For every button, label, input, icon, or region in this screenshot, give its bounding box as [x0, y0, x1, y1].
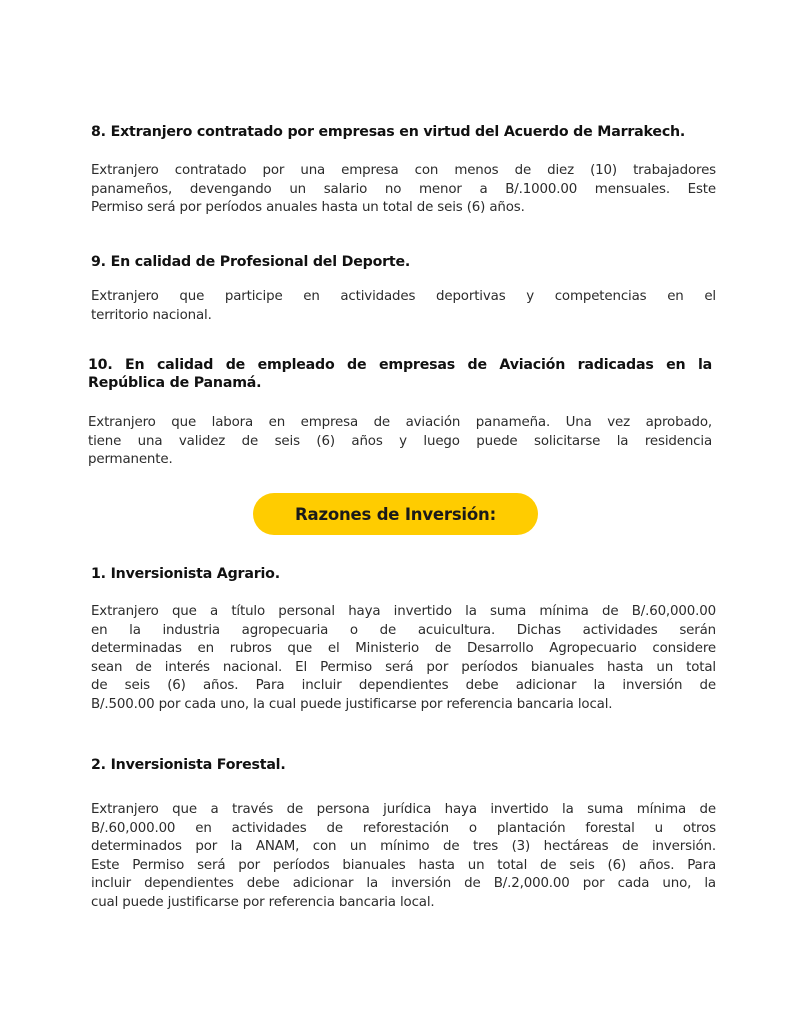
body-line: Permiso será por períodos anuales hasta un total de seis (6) años. — [91, 200, 525, 216]
body-line: permanente. — [88, 452, 173, 468]
body-line: de seis (6) años. Para incluir dependientes debe adicionar la inversión de — [91, 678, 716, 694]
body-line: B/.500.00 por cada uno, la cual puede justificarse por referencia bancaria local. — [91, 696, 613, 712]
section-10-body — [88, 414, 712, 470]
section-9 — [91, 253, 716, 271]
investment-1 — [91, 565, 716, 583]
body-line: en la industria agropecuaria o de acuicultura. Dichas actividades serán — [91, 622, 716, 638]
section-heading: 2. Inversionista Forestal. — [91, 757, 286, 773]
section-heading: 8. Extranjero contratado por empresas en virtud del Acuerdo de Marrakech. — [91, 124, 686, 140]
body-line: determinadas en rubros que el Ministerio de Desarrollo Agropecuario considere — [91, 641, 716, 657]
body-line: cual puede justificarse por referencia bancaria local. — [91, 894, 435, 910]
section-heading — [88, 356, 712, 392]
body-line: B/.60,000.00 en actividades de reforestación o plantación forestal u otros — [91, 820, 716, 836]
section-heading: 9. En calidad de Profesional del Deporte. — [91, 254, 411, 270]
body-line: tiene una validez de seis (6) años y luego puede solicitarse la residencia — [88, 433, 712, 449]
body-line: territorio nacional. — [91, 307, 212, 323]
investment-reasons-banner — [253, 493, 538, 535]
section-8-body — [91, 162, 716, 218]
investment-2-body — [91, 801, 716, 913]
section-heading: 1. Inversionista Agrario. — [91, 566, 280, 582]
body-line: Este Permiso será por períodos bianuales hasta un total de seis (6) años. Para — [91, 857, 716, 873]
investment-2 — [91, 756, 716, 774]
investment-1-body — [91, 603, 716, 715]
section-10 — [88, 356, 712, 392]
section-8 — [91, 123, 716, 141]
body-line: sean de interés nacional. El Permiso será por períodos bianuales hasta un total — [91, 659, 716, 675]
heading-line: 10. En calidad de empleado de empresas de Aviación radicadas en la — [88, 357, 712, 373]
body-line: incluir dependientes debe adicionar la inversión de B/.2,000.00 por cada uno, la — [91, 876, 716, 892]
body-line: Extranjero que a través de persona jurídica haya invertido la suma mínima de — [91, 802, 716, 817]
heading-line: República de Panamá. — [88, 375, 262, 391]
body-line: Extranjero que labora en empresa de aviación panameña. Una vez aprobado, — [88, 415, 712, 430]
body-line: Extranjero contratado por una empresa con menos de diez (10) trabajadores — [91, 163, 716, 178]
body-line: Extranjero que participe en actividades deportivas y competencias en el — [91, 289, 716, 304]
banner-label: Razones de Inversión: — [295, 504, 496, 524]
section-9-body — [91, 288, 716, 325]
body-line: determinados por la ANAM, con un mínimo de tres (3) hectáreas de inversión. — [91, 839, 716, 855]
body-line: Extranjero que a título personal haya invertido la suma mínima de B/.60,000.00 — [91, 604, 716, 619]
body-line: panameños, devengando un salario no menor a B/.1000.00 mensuales. Este — [91, 181, 716, 197]
